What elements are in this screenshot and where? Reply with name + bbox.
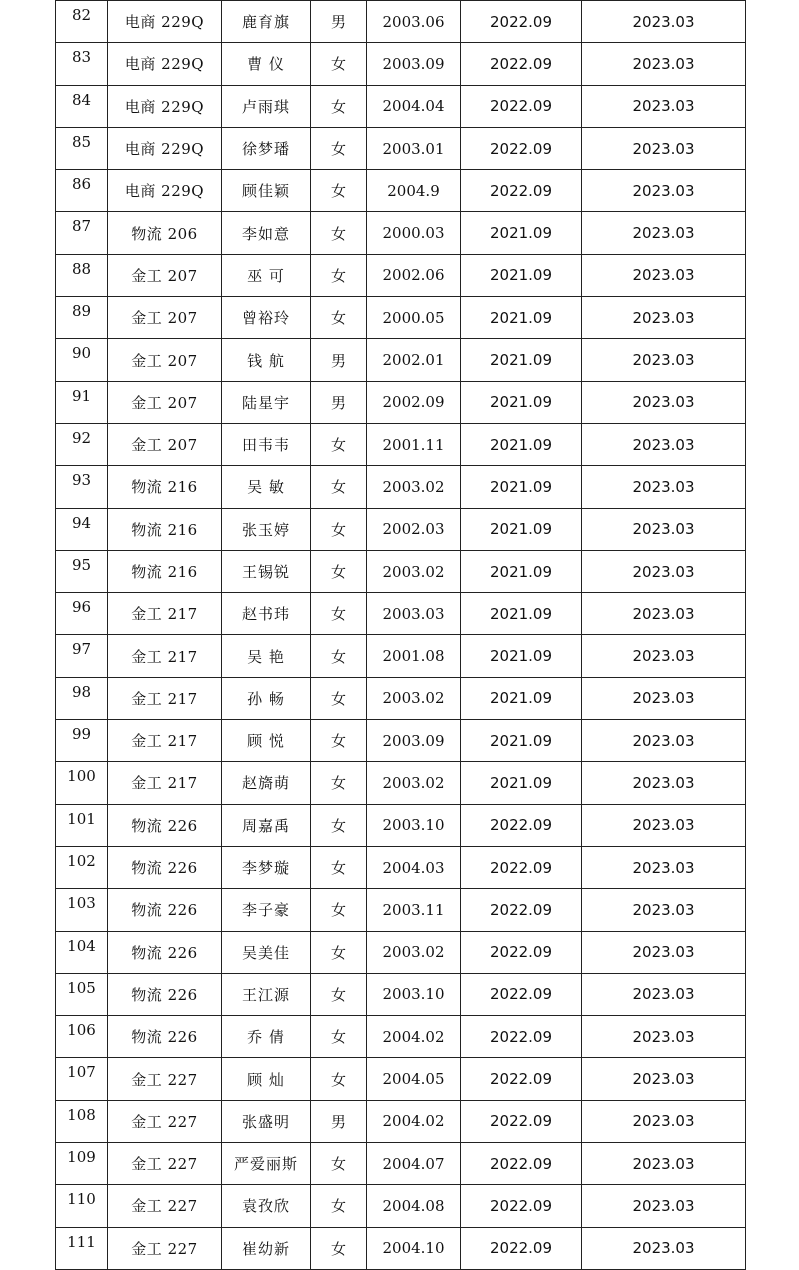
birth-date-cell: 2004.05: [367, 1058, 461, 1100]
birth-date-cell: 2004.9: [367, 170, 461, 212]
class-cell: 电商 229Q: [108, 127, 222, 169]
name-cell: 吴 艳: [222, 635, 311, 677]
row-number-cell: 106: [56, 1016, 108, 1058]
gender-cell: 女: [311, 1185, 367, 1227]
row-number-cell: 103: [56, 889, 108, 931]
name-cell: 李如意: [222, 212, 311, 254]
row-number-cell: 110: [56, 1185, 108, 1227]
enroll-date-cell: 2021.09: [461, 339, 582, 381]
gender-cell: 女: [311, 931, 367, 973]
gender-cell: 女: [311, 170, 367, 212]
gender-cell: 女: [311, 889, 367, 931]
class-cell: 电商 229Q: [108, 85, 222, 127]
birth-date-cell: 2004.04: [367, 85, 461, 127]
row-number-cell: 101: [56, 804, 108, 846]
gender-cell: 女: [311, 127, 367, 169]
end-date-cell: 2023.03: [582, 381, 746, 423]
birth-date-cell: 2003.02: [367, 550, 461, 592]
enroll-date-cell: 2022.09: [461, 1143, 582, 1185]
birth-date-cell: 2003.02: [367, 677, 461, 719]
name-cell: 曹 仪: [222, 43, 311, 85]
class-cell: 金工 227: [108, 1227, 222, 1269]
gender-cell: 女: [311, 846, 367, 888]
end-date-cell: 2023.03: [582, 550, 746, 592]
name-cell: 钱 航: [222, 339, 311, 381]
row-number-cell: 97: [56, 635, 108, 677]
end-date-cell: 2023.03: [582, 593, 746, 635]
name-cell: 卢雨琪: [222, 85, 311, 127]
name-cell: 顾 灿: [222, 1058, 311, 1100]
end-date-cell: 2023.03: [582, 1143, 746, 1185]
row-number-cell: 93: [56, 466, 108, 508]
enroll-date-cell: 2021.09: [461, 762, 582, 804]
birth-date-cell: 2003.02: [367, 466, 461, 508]
table-row: [56, 43, 746, 85]
table-row: [56, 508, 746, 550]
row-number-cell: 107: [56, 1058, 108, 1100]
gender-cell: 女: [311, 593, 367, 635]
class-cell: 金工 217: [108, 720, 222, 762]
gender-cell: 男: [311, 1100, 367, 1142]
enroll-date-cell: 2022.09: [461, 85, 582, 127]
class-cell: 物流 226: [108, 973, 222, 1015]
birth-date-cell: 2004.02: [367, 1100, 461, 1142]
name-cell: 李子豪: [222, 889, 311, 931]
class-cell: 物流 216: [108, 508, 222, 550]
class-cell: 电商 229Q: [108, 1, 222, 43]
end-date-cell: 2023.03: [582, 931, 746, 973]
table-row: [56, 973, 746, 1015]
birth-date-cell: 2000.05: [367, 297, 461, 339]
enroll-date-cell: 2022.09: [461, 1227, 582, 1269]
table-row: [56, 804, 746, 846]
gender-cell: 女: [311, 804, 367, 846]
enroll-date-cell: 2021.09: [461, 466, 582, 508]
end-date-cell: 2023.03: [582, 466, 746, 508]
name-cell: 袁孜欣: [222, 1185, 311, 1227]
name-cell: 吴美佳: [222, 931, 311, 973]
name-cell: 田韦韦: [222, 423, 311, 465]
birth-date-cell: 2004.07: [367, 1143, 461, 1185]
birth-date-cell: 2003.09: [367, 43, 461, 85]
birth-date-cell: 2004.08: [367, 1185, 461, 1227]
birth-date-cell: 2003.09: [367, 720, 461, 762]
name-cell: 周嘉禹: [222, 804, 311, 846]
name-cell: 崔幼新: [222, 1227, 311, 1269]
table-row: [56, 550, 746, 592]
row-number-cell: 100: [56, 762, 108, 804]
end-date-cell: 2023.03: [582, 846, 746, 888]
table-row: [56, 1227, 746, 1269]
table-row: [56, 85, 746, 127]
end-date-cell: 2023.03: [582, 973, 746, 1015]
end-date-cell: 2023.03: [582, 1185, 746, 1227]
row-number-cell: 87: [56, 212, 108, 254]
name-cell: 曾裕玲: [222, 297, 311, 339]
birth-date-cell: 2003.02: [367, 931, 461, 973]
table-row: [56, 1, 746, 43]
table-row: [56, 720, 746, 762]
class-cell: 金工 217: [108, 677, 222, 719]
name-cell: 严爱丽斯: [222, 1143, 311, 1185]
table-row: [56, 381, 746, 423]
gender-cell: 女: [311, 43, 367, 85]
name-cell: 顾 悦: [222, 720, 311, 762]
enroll-date-cell: 2022.09: [461, 43, 582, 85]
enroll-date-cell: 2021.09: [461, 635, 582, 677]
table-row: [56, 1143, 746, 1185]
birth-date-cell: 2002.09: [367, 381, 461, 423]
table-row: [56, 127, 746, 169]
row-number-cell: 109: [56, 1143, 108, 1185]
table-row: [56, 170, 746, 212]
row-number-cell: 86: [56, 170, 108, 212]
row-number-cell: 98: [56, 677, 108, 719]
name-cell: 顾佳颖: [222, 170, 311, 212]
table-row: [56, 677, 746, 719]
birth-date-cell: 2002.03: [367, 508, 461, 550]
class-cell: 金工 217: [108, 635, 222, 677]
row-number-cell: 95: [56, 550, 108, 592]
gender-cell: 女: [311, 1227, 367, 1269]
row-number-cell: 108: [56, 1100, 108, 1142]
class-cell: 物流 216: [108, 466, 222, 508]
end-date-cell: 2023.03: [582, 1227, 746, 1269]
birth-date-cell: 2003.10: [367, 804, 461, 846]
class-cell: 物流 226: [108, 804, 222, 846]
birth-date-cell: 2003.03: [367, 593, 461, 635]
end-date-cell: 2023.03: [582, 762, 746, 804]
row-number-cell: 94: [56, 508, 108, 550]
gender-cell: 女: [311, 762, 367, 804]
gender-cell: 男: [311, 339, 367, 381]
class-cell: 金工 217: [108, 762, 222, 804]
enroll-date-cell: 2022.09: [461, 1016, 582, 1058]
enroll-date-cell: 2022.09: [461, 170, 582, 212]
row-number-cell: 92: [56, 423, 108, 465]
name-cell: 赵书玮: [222, 593, 311, 635]
enroll-date-cell: 2022.09: [461, 804, 582, 846]
student-roster-table: [55, 0, 746, 1270]
birth-date-cell: 2003.02: [367, 762, 461, 804]
row-number-cell: 96: [56, 593, 108, 635]
birth-date-cell: 2001.08: [367, 635, 461, 677]
table-row: [56, 1185, 746, 1227]
end-date-cell: 2023.03: [582, 297, 746, 339]
name-cell: 王江源: [222, 973, 311, 1015]
name-cell: 李梦璇: [222, 846, 311, 888]
class-cell: 金工 227: [108, 1185, 222, 1227]
birth-date-cell: 2003.01: [367, 127, 461, 169]
gender-cell: 男: [311, 381, 367, 423]
end-date-cell: 2023.03: [582, 1058, 746, 1100]
enroll-date-cell: 2022.09: [461, 846, 582, 888]
table-row: [56, 931, 746, 973]
table-row: [56, 635, 746, 677]
enroll-date-cell: 2021.09: [461, 550, 582, 592]
enroll-date-cell: 2022.09: [461, 127, 582, 169]
name-cell: 王锡锐: [222, 550, 311, 592]
row-number-cell: 88: [56, 254, 108, 296]
table-row: [56, 297, 746, 339]
class-cell: 物流 216: [108, 550, 222, 592]
name-cell: 赵旖萌: [222, 762, 311, 804]
end-date-cell: 2023.03: [582, 804, 746, 846]
table-row: [56, 212, 746, 254]
class-cell: 金工 207: [108, 339, 222, 381]
gender-cell: 女: [311, 423, 367, 465]
name-cell: 鹿育旗: [222, 1, 311, 43]
enroll-date-cell: 2022.09: [461, 889, 582, 931]
enroll-date-cell: 2021.09: [461, 423, 582, 465]
end-date-cell: 2023.03: [582, 1, 746, 43]
enroll-date-cell: 2022.09: [461, 973, 582, 1015]
class-cell: 金工 217: [108, 593, 222, 635]
end-date-cell: 2023.03: [582, 127, 746, 169]
table-row: [56, 1058, 746, 1100]
end-date-cell: 2023.03: [582, 85, 746, 127]
enroll-date-cell: 2021.09: [461, 508, 582, 550]
enroll-date-cell: 2021.09: [461, 677, 582, 719]
class-cell: 物流 226: [108, 846, 222, 888]
class-cell: 电商 229Q: [108, 43, 222, 85]
class-cell: 物流 226: [108, 1016, 222, 1058]
row-number-cell: 91: [56, 381, 108, 423]
gender-cell: 女: [311, 550, 367, 592]
enroll-date-cell: 2021.09: [461, 254, 582, 296]
gender-cell: 女: [311, 1143, 367, 1185]
name-cell: 徐梦璠: [222, 127, 311, 169]
table-row: [56, 423, 746, 465]
class-cell: 金工 227: [108, 1058, 222, 1100]
table-row: [56, 846, 746, 888]
name-cell: 陆星宇: [222, 381, 311, 423]
enroll-date-cell: 2022.09: [461, 931, 582, 973]
name-cell: 吴 敏: [222, 466, 311, 508]
gender-cell: 女: [311, 466, 367, 508]
class-cell: 金工 227: [108, 1100, 222, 1142]
birth-date-cell: 2004.03: [367, 846, 461, 888]
enroll-date-cell: 2022.09: [461, 1185, 582, 1227]
row-number-cell: 99: [56, 720, 108, 762]
gender-cell: 女: [311, 720, 367, 762]
row-number-cell: 104: [56, 931, 108, 973]
name-cell: 张盛明: [222, 1100, 311, 1142]
end-date-cell: 2023.03: [582, 635, 746, 677]
row-number-cell: 89: [56, 297, 108, 339]
birth-date-cell: 2000.03: [367, 212, 461, 254]
birth-date-cell: 2003.10: [367, 973, 461, 1015]
class-cell: 物流 226: [108, 889, 222, 931]
class-cell: 金工 207: [108, 381, 222, 423]
end-date-cell: 2023.03: [582, 423, 746, 465]
end-date-cell: 2023.03: [582, 339, 746, 381]
birth-date-cell: 2002.06: [367, 254, 461, 296]
table-row: [56, 1016, 746, 1058]
enroll-date-cell: 2021.09: [461, 381, 582, 423]
class-cell: 金工 227: [108, 1143, 222, 1185]
gender-cell: 女: [311, 973, 367, 1015]
birth-date-cell: 2002.01: [367, 339, 461, 381]
gender-cell: 女: [311, 1016, 367, 1058]
table-row: [56, 466, 746, 508]
row-number-cell: 111: [56, 1227, 108, 1269]
gender-cell: 女: [311, 85, 367, 127]
gender-cell: 男: [311, 1, 367, 43]
birth-date-cell: 2004.02: [367, 1016, 461, 1058]
enroll-date-cell: 2022.09: [461, 1058, 582, 1100]
end-date-cell: 2023.03: [582, 1016, 746, 1058]
row-number-cell: 90: [56, 339, 108, 381]
end-date-cell: 2023.03: [582, 43, 746, 85]
row-number-cell: 82: [56, 1, 108, 43]
end-date-cell: 2023.03: [582, 508, 746, 550]
table-row: [56, 593, 746, 635]
name-cell: 巫 可: [222, 254, 311, 296]
row-number-cell: 105: [56, 973, 108, 1015]
enroll-date-cell: 2021.09: [461, 297, 582, 339]
end-date-cell: 2023.03: [582, 720, 746, 762]
name-cell: 张玉婷: [222, 508, 311, 550]
name-cell: 孙 畅: [222, 677, 311, 719]
birth-date-cell: 2003.11: [367, 889, 461, 931]
enroll-date-cell: 2022.09: [461, 1100, 582, 1142]
end-date-cell: 2023.03: [582, 254, 746, 296]
class-cell: 金工 207: [108, 254, 222, 296]
gender-cell: 女: [311, 508, 367, 550]
gender-cell: 女: [311, 297, 367, 339]
class-cell: 物流 206: [108, 212, 222, 254]
birth-date-cell: 2004.10: [367, 1227, 461, 1269]
roster-table-body: [56, 1, 746, 1270]
class-cell: 电商 229Q: [108, 170, 222, 212]
class-cell: 物流 226: [108, 931, 222, 973]
gender-cell: 女: [311, 212, 367, 254]
end-date-cell: 2023.03: [582, 677, 746, 719]
end-date-cell: 2023.03: [582, 212, 746, 254]
table-row: [56, 762, 746, 804]
row-number-cell: 83: [56, 43, 108, 85]
gender-cell: 女: [311, 677, 367, 719]
gender-cell: 女: [311, 635, 367, 677]
gender-cell: 女: [311, 254, 367, 296]
class-cell: 金工 207: [108, 297, 222, 339]
end-date-cell: 2023.03: [582, 1100, 746, 1142]
birth-date-cell: 2003.06: [367, 1, 461, 43]
enroll-date-cell: 2021.09: [461, 212, 582, 254]
class-cell: 金工 207: [108, 423, 222, 465]
row-number-cell: 84: [56, 85, 108, 127]
name-cell: 乔 倩: [222, 1016, 311, 1058]
gender-cell: 女: [311, 1058, 367, 1100]
row-number-cell: 102: [56, 846, 108, 888]
end-date-cell: 2023.03: [582, 889, 746, 931]
table-row: [56, 339, 746, 381]
enroll-date-cell: 2022.09: [461, 1, 582, 43]
table-row: [56, 1100, 746, 1142]
end-date-cell: 2023.03: [582, 170, 746, 212]
birth-date-cell: 2001.11: [367, 423, 461, 465]
table-row: [56, 254, 746, 296]
table-row: [56, 889, 746, 931]
enroll-date-cell: 2021.09: [461, 720, 582, 762]
enroll-date-cell: 2021.09: [461, 593, 582, 635]
row-number-cell: 85: [56, 127, 108, 169]
